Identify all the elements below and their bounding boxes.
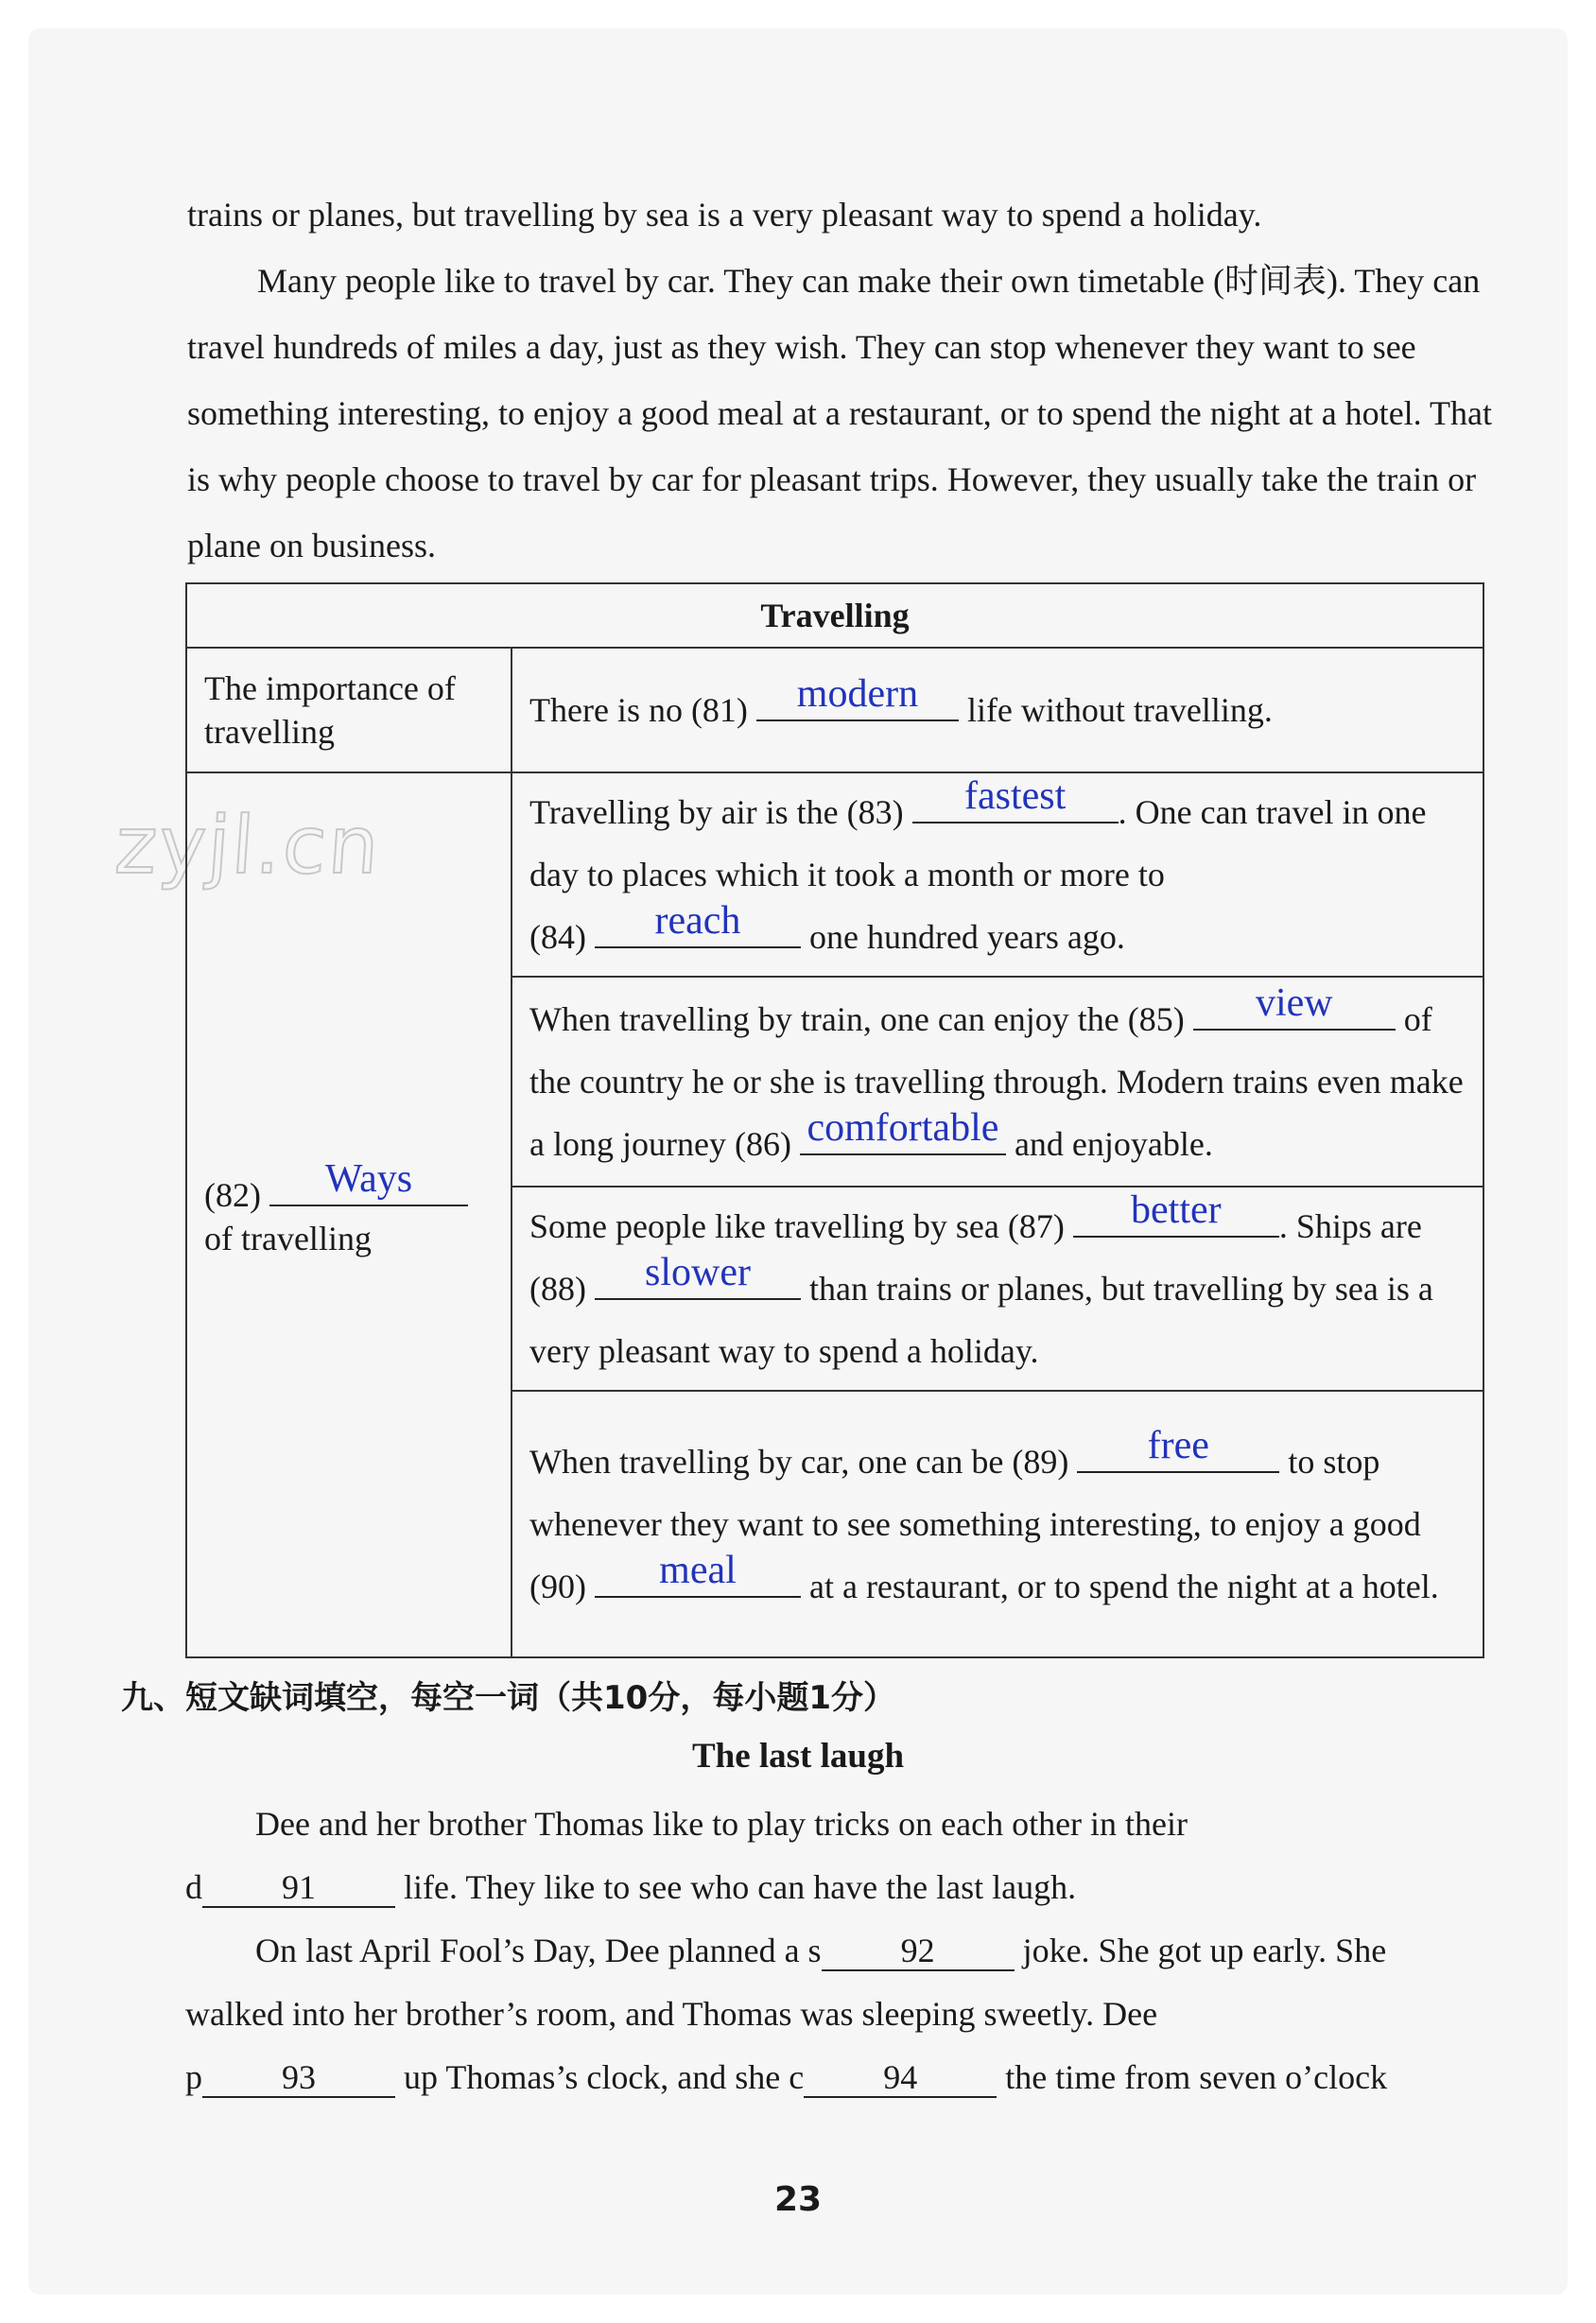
ways-cell: (82) Ways of travelling xyxy=(186,772,512,1657)
blank-89: free xyxy=(1077,1437,1279,1473)
table-title: Travelling xyxy=(186,583,1483,648)
section-heading: 九、短文缺词填空，每空一词（共10分，每小题1分） xyxy=(121,1679,895,1717)
row-87: Some people like travelling by sea (87) better . Ships are (88) slower than trains or planes, but travelling by sea is a very pleasant way to spend a holiday. xyxy=(512,1187,1483,1391)
blank-88: slower xyxy=(595,1264,801,1300)
intro-paragraph: Many people like to travel by car. They can make their own timetable (时间表). They can travel hundreds of miles a day, just as they wish. They can stop whenever they want to see something interesting, to enjoy a good meal at a restaurant, or to spend the night at a hotel. That is why people choose to travel by car for pleasant trips. However, they usually take the train or plane on business. xyxy=(187,262,1492,564)
intro-line: trains or planes, but travelling by sea is a very pleasant way to spend a holiday. xyxy=(187,196,1262,234)
blank-93[interactable]: 93 xyxy=(202,2058,395,2098)
blank-92[interactable]: 92 xyxy=(822,1932,1015,1971)
blank-82: Ways xyxy=(269,1170,468,1206)
blank-83: fastest xyxy=(912,788,1119,823)
row-85: When travelling by train, one can enjoy the (85) view of the country he or she is travelling through. Modern trains even make a long journey (86) comfortable and enjoyable. xyxy=(512,977,1483,1187)
travelling-table xyxy=(185,582,1484,1658)
blank-85: view xyxy=(1193,995,1396,1031)
blank-86: comfortable xyxy=(800,1119,1006,1155)
blank-84: reach xyxy=(595,912,801,948)
row-83: Travelling by air is the (83) fastest . One can travel in one day to places which it took a month or more to (84) reach one hundred years ago. xyxy=(512,772,1483,977)
blank-87: better xyxy=(1073,1202,1279,1238)
row-81: There is no (81) modern life without travelling. xyxy=(512,648,1483,772)
blank-90: meal xyxy=(595,1562,801,1598)
blank-94[interactable]: 94 xyxy=(804,2058,997,2098)
watermark: zyjl.cn xyxy=(112,799,385,892)
passage-title: The last laugh xyxy=(691,1737,905,1776)
blank-91[interactable]: 91 xyxy=(202,1868,395,1908)
blank-81: modern xyxy=(756,685,959,721)
row-89: When travelling by car, one can be (89) free to stop whenever they want to see something interesting, to enjoy a good (90) meal at a restaurant, or to spend the night at a hotel. xyxy=(512,1391,1483,1657)
passage-body: Dee and her brother Thomas like to play tricks on each other in their d 91 life. They like to see who can have the last laugh. On last April Fool’s Day, Dee planned a s 92 joke. She got up early. She walked into her brother’s room, and Thomas was sleeping sweetly. Dee p 93 up Thomas’s clock, and she c 94 the time from seven o’clock xyxy=(185,1805,1388,2096)
page-number: 23 xyxy=(773,2180,823,2219)
importance-label: The importance of travelling xyxy=(186,648,512,772)
